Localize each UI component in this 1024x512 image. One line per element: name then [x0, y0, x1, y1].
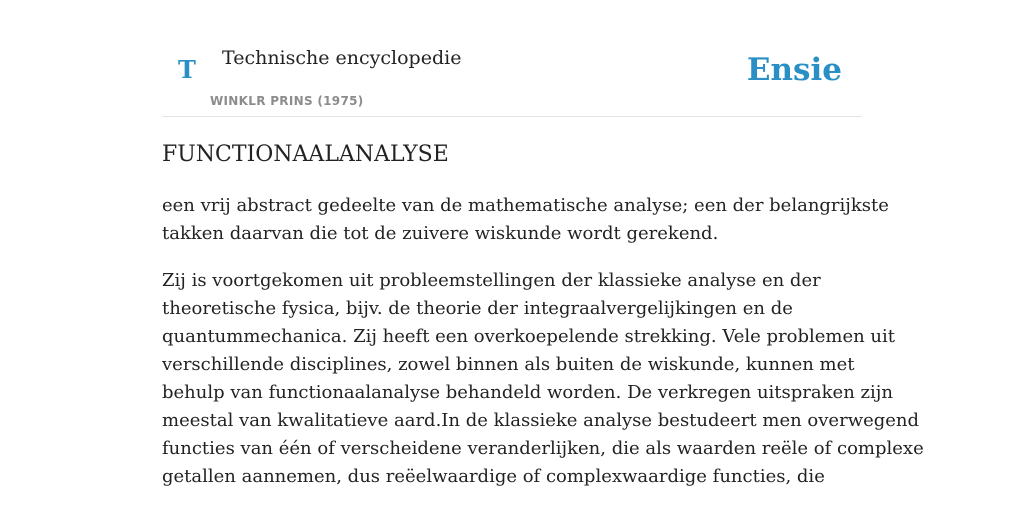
text-line: quantummechanica. Zij heeft een overkoepelende strekking. Vele problemen uit — [162, 326, 895, 347]
text-line: een vrij abstract gedeelte van de mathematische analyse; een der belangrijkste — [162, 195, 889, 216]
text-line: theoretische fysica, bijv. de theorie der integraalvergelijkingen en de — [162, 298, 793, 319]
text-line: Zij is voortgekomen uit probleemstellingen der klassieke analyse en der — [162, 270, 821, 291]
entry-paragraph — [162, 192, 889, 248]
text-line: getallen aannemen, dus reëelwaardige of complexwaardige functies, die — [162, 466, 825, 487]
entry-title: FUNCTIONAALANALYSE — [162, 142, 449, 167]
entry-paragraph — [162, 267, 924, 491]
text-line: takken daarvan die tot de zuivere wiskunde wordt gerekend. — [162, 223, 719, 244]
source-subtitle: WINKLR PRINS (1975) — [210, 94, 364, 108]
ensie-logo-link[interactable]: Ensie — [746, 52, 842, 88]
source-header — [162, 0, 862, 117]
text-line: meestal van kwalitatieve aard.In de klassieke analyse bestudeert men overwegend — [162, 410, 920, 431]
text-line: verschillende disciplines, zowel binnen als buiten de wiskunde, kunnen met — [162, 354, 855, 375]
text-line: functies van één of verscheidene veranderlijken, die als waarden reële of complexe — [162, 438, 924, 459]
text-line: behulp van functionaalanalyse behandeld worden. De verkregen uitspraken zijn — [162, 382, 893, 403]
source-title-link[interactable]: Technische encyclopedie — [222, 47, 462, 69]
entry-content — [162, 192, 924, 491]
source-logo[interactable]: T — [178, 55, 196, 84]
